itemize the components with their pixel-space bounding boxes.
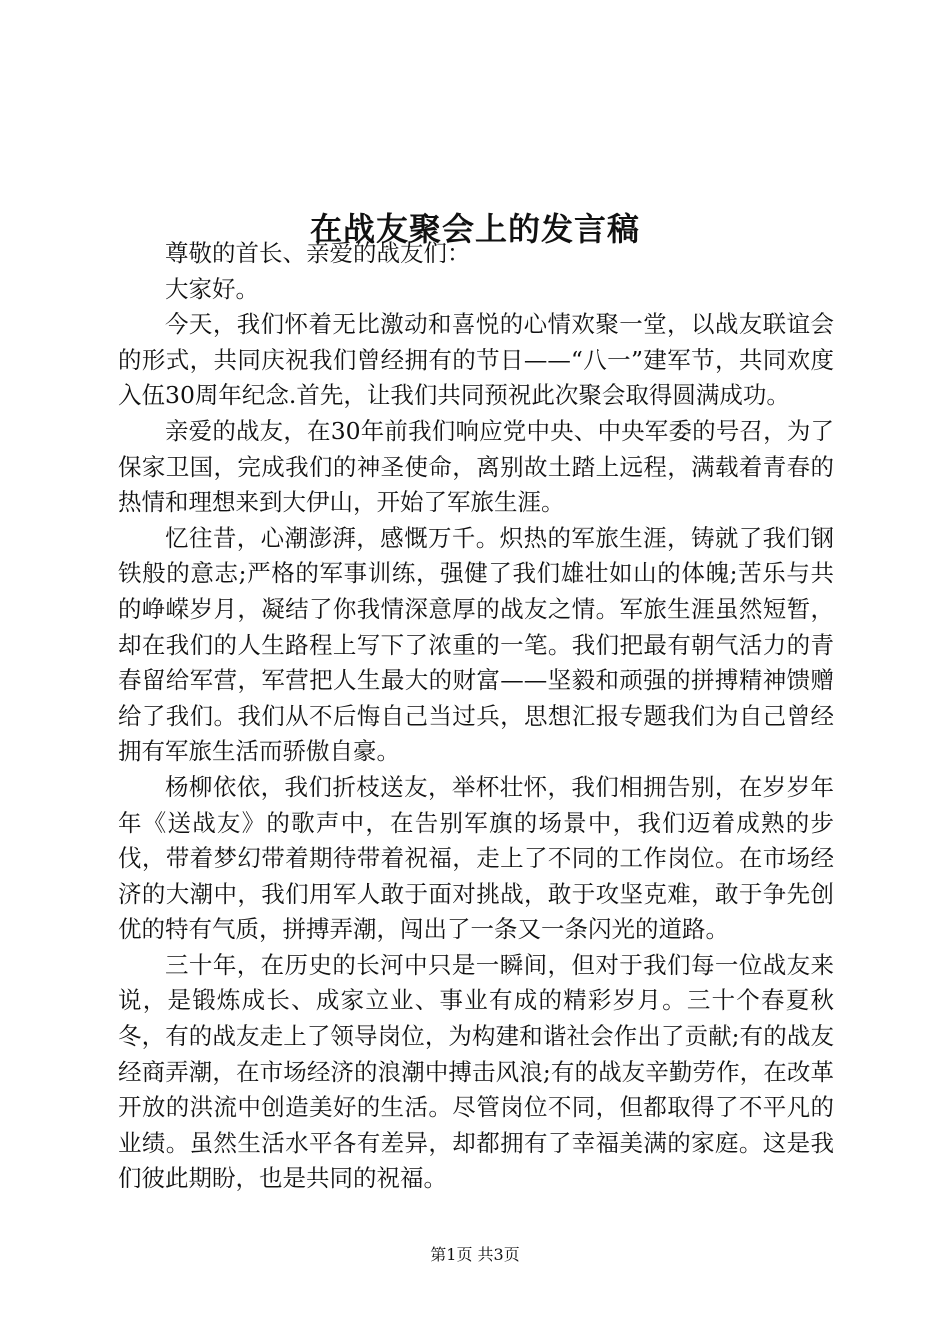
body-paragraph: 今天，我们怀着无比激动和喜悦的心情欢聚一堂，以战友联谊会的形式，共同庆祝我们曾经拥有的节日——“八一”建军节，共同欢度入伍30周年纪念.首先，让我们共同预祝此次聚会取得圆满成功。 bbox=[118, 310, 834, 410]
body-paragraph: 亲爱的战友，在30年前我们响应党中央、中央军委的号召，为了保家卫国，完成我们的神圣使命，离别故土踏上远程，满载着青春的热情和理想来到大伊山，开始了军旅生涯。 bbox=[118, 416, 834, 517]
body-paragraph: 杨柳依依，我们折枝送友，举杯壮怀，我们相拥告别，在岁岁年年《送战友》的歌声中，在告别军旗的场景中，我们迈着成熟的步伐，带着梦幻带着期待带着祝福，走上了不同的工作岗位。在市场经济的大潮中，我们用军人敢于面对挑战，敢于攻坚克难，敢于争先创优的特有气质，拼搏弄潮，闯出了一条又一条闪光的道路。 bbox=[118, 772, 834, 944]
document-body bbox=[118, 236, 834, 1197]
page-number: 第1页 共3页 bbox=[430, 1245, 520, 1264]
document-title: 在战友聚会上的发言稿 bbox=[309, 210, 640, 249]
greeting-paragraph: 大家好。 bbox=[165, 274, 259, 303]
salutation-paragraph: 尊敬的首长、亲爱的战友们： bbox=[165, 239, 471, 267]
body-paragraph: 三十年，在历史的长河中只是一瞬间，但对于我们每一位战友来说，是锻炼成长、成家立业、事业有成的精彩岁月。三十个春夏秋冬，有的战友走上了领导岗位，为构建和谐社会作出了贡献;有的战友经商弄潮，在市场经济的浪潮中搏击风浪;有的战友辛勤劳作，在改革开放的洪流中创造美好的生活。尽管岗位不同，但都取得了不平凡的业绩。虽然生活水平各有差异，却都拥有了幸福美满的家庭。这是我们彼此期盼，也是共同的祝福。 bbox=[118, 950, 834, 1193]
body-paragraph: 忆往昔，心潮澎湃，感慨万千。炽热的军旅生涯，铸就了我们钢铁般的意志;严格的军事训练，强健了我们雄壮如山的体魄;苦乐与共的峥嵘岁月，凝结了你我情深意厚的战友之情。军旅生涯虽然短暂，却在我们的人生路程上写下了浓重的一笔。我们把最有朝气活力的青春留给军营，军营把人生最大的财富——坚毅和顽强的拼搏精神馈赠给了我们。我们从不后悔自己当过兵，思想汇报专题我们为自己曾经拥有军旅生活而骄傲自豪。 bbox=[118, 523, 834, 766]
page-footer bbox=[0, 1244, 950, 1266]
